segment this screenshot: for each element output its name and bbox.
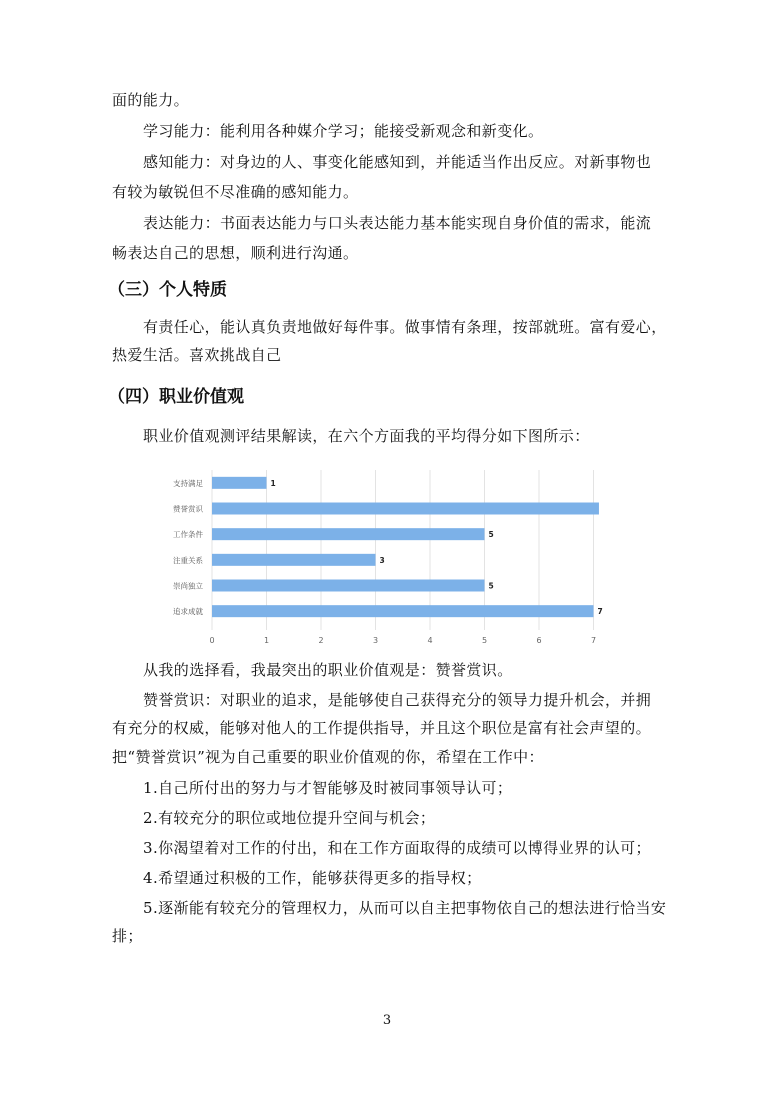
list-item: 2.有较充分的职位或地位提升空间与机会； [143, 809, 436, 827]
page-number: 3 [382, 1013, 392, 1028]
paragraph-text: 有责任心，能认真负责地做好每件事。做事情有条理，按部就班。富有爱心， [143, 318, 667, 336]
paragraph-text: 面的能力。 [112, 91, 190, 109]
x-tick-label: 1 [263, 636, 270, 645]
category-label: 工作条件 [173, 530, 203, 540]
x-tick-label: 4 [427, 636, 433, 645]
bar [212, 477, 267, 489]
paragraph-text: 感知能力：对身边的人、事变化能感知到，并能适当作出反应。对新事物也 [143, 153, 652, 171]
bar [212, 580, 485, 592]
category-label: 注重关系 [173, 555, 203, 565]
category-label: 支持满足 [173, 478, 203, 488]
paragraph-text: 赞誉赏识：对职业的追求，是能够使自己获得充分的领导力提升机会，并拥 [143, 691, 652, 709]
list-item: 3.你渴望着对工作的付出，和在工作方面取得的成绩可以博得业界的认可； [143, 839, 651, 857]
paragraph-text: 热爱生活。喜欢挑战自己 [112, 346, 282, 364]
section-heading: （三）个人特质 [108, 280, 227, 300]
career-values-chart [168, 466, 608, 656]
category-label: 赞誉赏识 [173, 504, 203, 514]
bar [212, 554, 376, 566]
paragraph-text: 学习能力：能利用各种媒介学习；能接受新观念和新变化。 [143, 122, 544, 140]
paragraph-text: 畅表达自己的思想，顺利进行沟通。 [112, 244, 359, 262]
paragraph-text: 职业价值观测评结果解读，在六个方面我的平均得分如下图所示： [143, 427, 590, 445]
x-tick-label: 5 [481, 636, 488, 645]
category-label: 追求成就 [173, 607, 203, 617]
bar [212, 528, 485, 540]
x-tick-label: 0 [209, 636, 215, 645]
x-tick-label: 3 [372, 636, 379, 645]
x-tick-label: 7 [590, 636, 597, 645]
data-label: 1 [270, 478, 276, 488]
bar [212, 605, 594, 617]
list-item-continuation: 排； [112, 927, 143, 945]
paragraph-text: 有充分的权威，能够对他人的工作提供指导，并且这个职位是富有社会声望的。 [112, 719, 652, 737]
paragraph-text: 从我的选择看，我最突出的职业价值观是：赞誉赏识。 [143, 661, 513, 679]
data-label: 3 [379, 555, 385, 565]
list-item: 4.希望通过积极的工作，能够获得更多的指导权； [143, 869, 482, 887]
bar [212, 503, 599, 515]
paragraph-text: 表达能力：书面表达能力与口头表达能力基本能实现自身价值的需求，能流 [143, 214, 652, 232]
bar-chart-svg [168, 466, 608, 656]
data-label: 5 [488, 581, 494, 591]
data-label: 5 [488, 530, 494, 540]
list-item: 1.自己所付出的努力与才智能够及时被同事领导认可； [143, 779, 513, 797]
paragraph-text: 有较为敏锐但不尽准确的感知能力。 [112, 183, 359, 201]
section-heading: （四）职业价值观 [108, 387, 244, 407]
paragraph-text: 把“赞誉赏识”视为自己重要的职业价值观的你，希望在工作中： [112, 748, 544, 766]
x-tick-label: 2 [318, 636, 324, 645]
category-label: 崇尚独立 [173, 581, 203, 591]
x-tick-label: 6 [536, 636, 542, 645]
list-item: 5.逐渐能有较充分的管理权力，从而可以自主把事物依自己的想法进行恰当安 [143, 899, 667, 917]
data-label: 7 [597, 607, 603, 617]
